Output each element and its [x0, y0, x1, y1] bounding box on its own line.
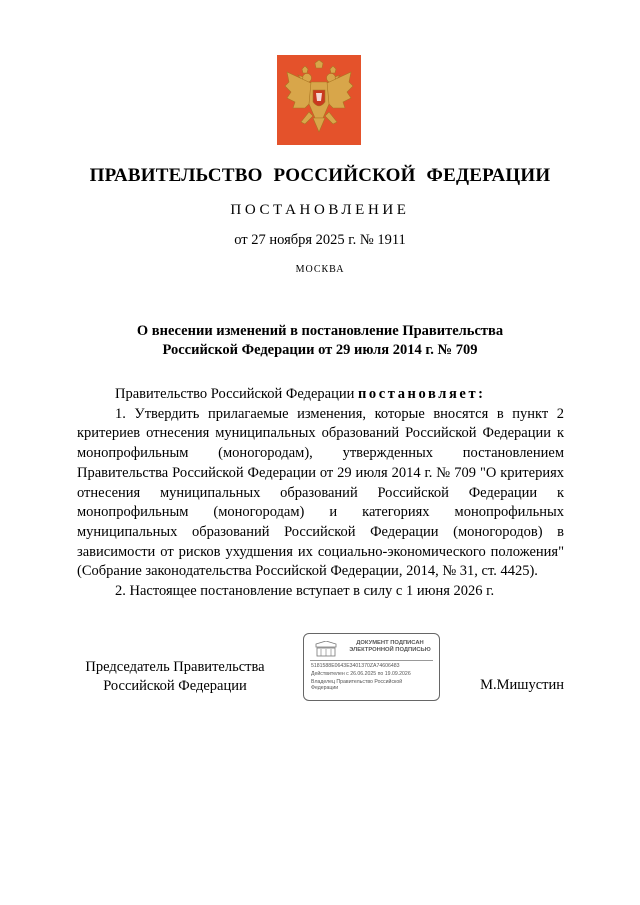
- stamp-owner-line-2: Федерации: [311, 685, 339, 691]
- stamp-emblem-icon: [314, 641, 338, 657]
- intro-paragraph: [77, 385, 564, 405]
- subject-line-2: Российской Федерации от 29 июля 2014 г. № 709: [162, 342, 478, 358]
- electronic-signature-stamp: [303, 633, 440, 701]
- subject-line-1: О внесении изменений в постановление Правительства: [136, 323, 504, 339]
- stamp-validity: Действителен с 26.06.2025 по 19.09.2026: [311, 671, 411, 677]
- signatory-name: М.Мишустин: [480, 677, 564, 693]
- stamp-title: [344, 640, 436, 654]
- stamp-divider: [310, 660, 433, 661]
- stamp-title-line-2: ЭЛЕКТРОННОЙ ПОДПИСЬЮ: [349, 647, 431, 653]
- item-1: 1. Утвердить прилагаемые изменения, которые вносятся в пункт 2 критериев отнесения муниципальных образований Российской Федерации к монопрофильным (моногородам), утвержденных постановлением Правительства Российской Федерации от 29 июля 2014 г. № 709 "О критериях отнесения муниципальных образований Российской Федерации к монопрофильным (моногородам) и категориях монопрофильных муниципальных образований Российской Федерации (моногородов) в зависимости от рисков ухудшения их социально-экономического положения" (Собрание законодательства Российской Федерации, 2014, № 31, ст. 4425).: [77, 405, 564, 580]
- organization-title: ПРАВИТЕЛЬСТВО РОССИЙСКОЙ ФЕДЕРАЦИИ: [89, 165, 551, 186]
- document-subject: [0, 322, 640, 360]
- stamp-title-line-1: ДОКУМЕНТ ПОДПИСАН: [356, 640, 424, 646]
- stamp-owner-line-1: Владелец Правительство Российской: [311, 679, 403, 685]
- intro-decree-word: постановляет:: [357, 386, 486, 402]
- city: МОСКВА: [295, 264, 345, 275]
- coat-of-arms-emblem: [277, 55, 361, 145]
- double-headed-eagle-icon: [283, 60, 355, 140]
- document-type: ПОСТАНОВЛЕНИЕ: [230, 202, 410, 218]
- stamp-serial: 5181588E0643E3401370ZA74606483: [311, 663, 400, 669]
- position-line-2: Российской Федерации: [103, 678, 247, 694]
- item-2: 2. Настоящее постановление вступает в силу с 1 июня 2026 г.: [115, 583, 495, 600]
- position-line-1: Председатель Правительства: [85, 659, 265, 675]
- intro-prefix: Правительство Российской Федерации: [115, 386, 358, 402]
- document-body: [77, 385, 564, 602]
- signatory-position: [80, 658, 270, 696]
- date-number: от 27 ноября 2025 г. № 1911: [234, 232, 406, 248]
